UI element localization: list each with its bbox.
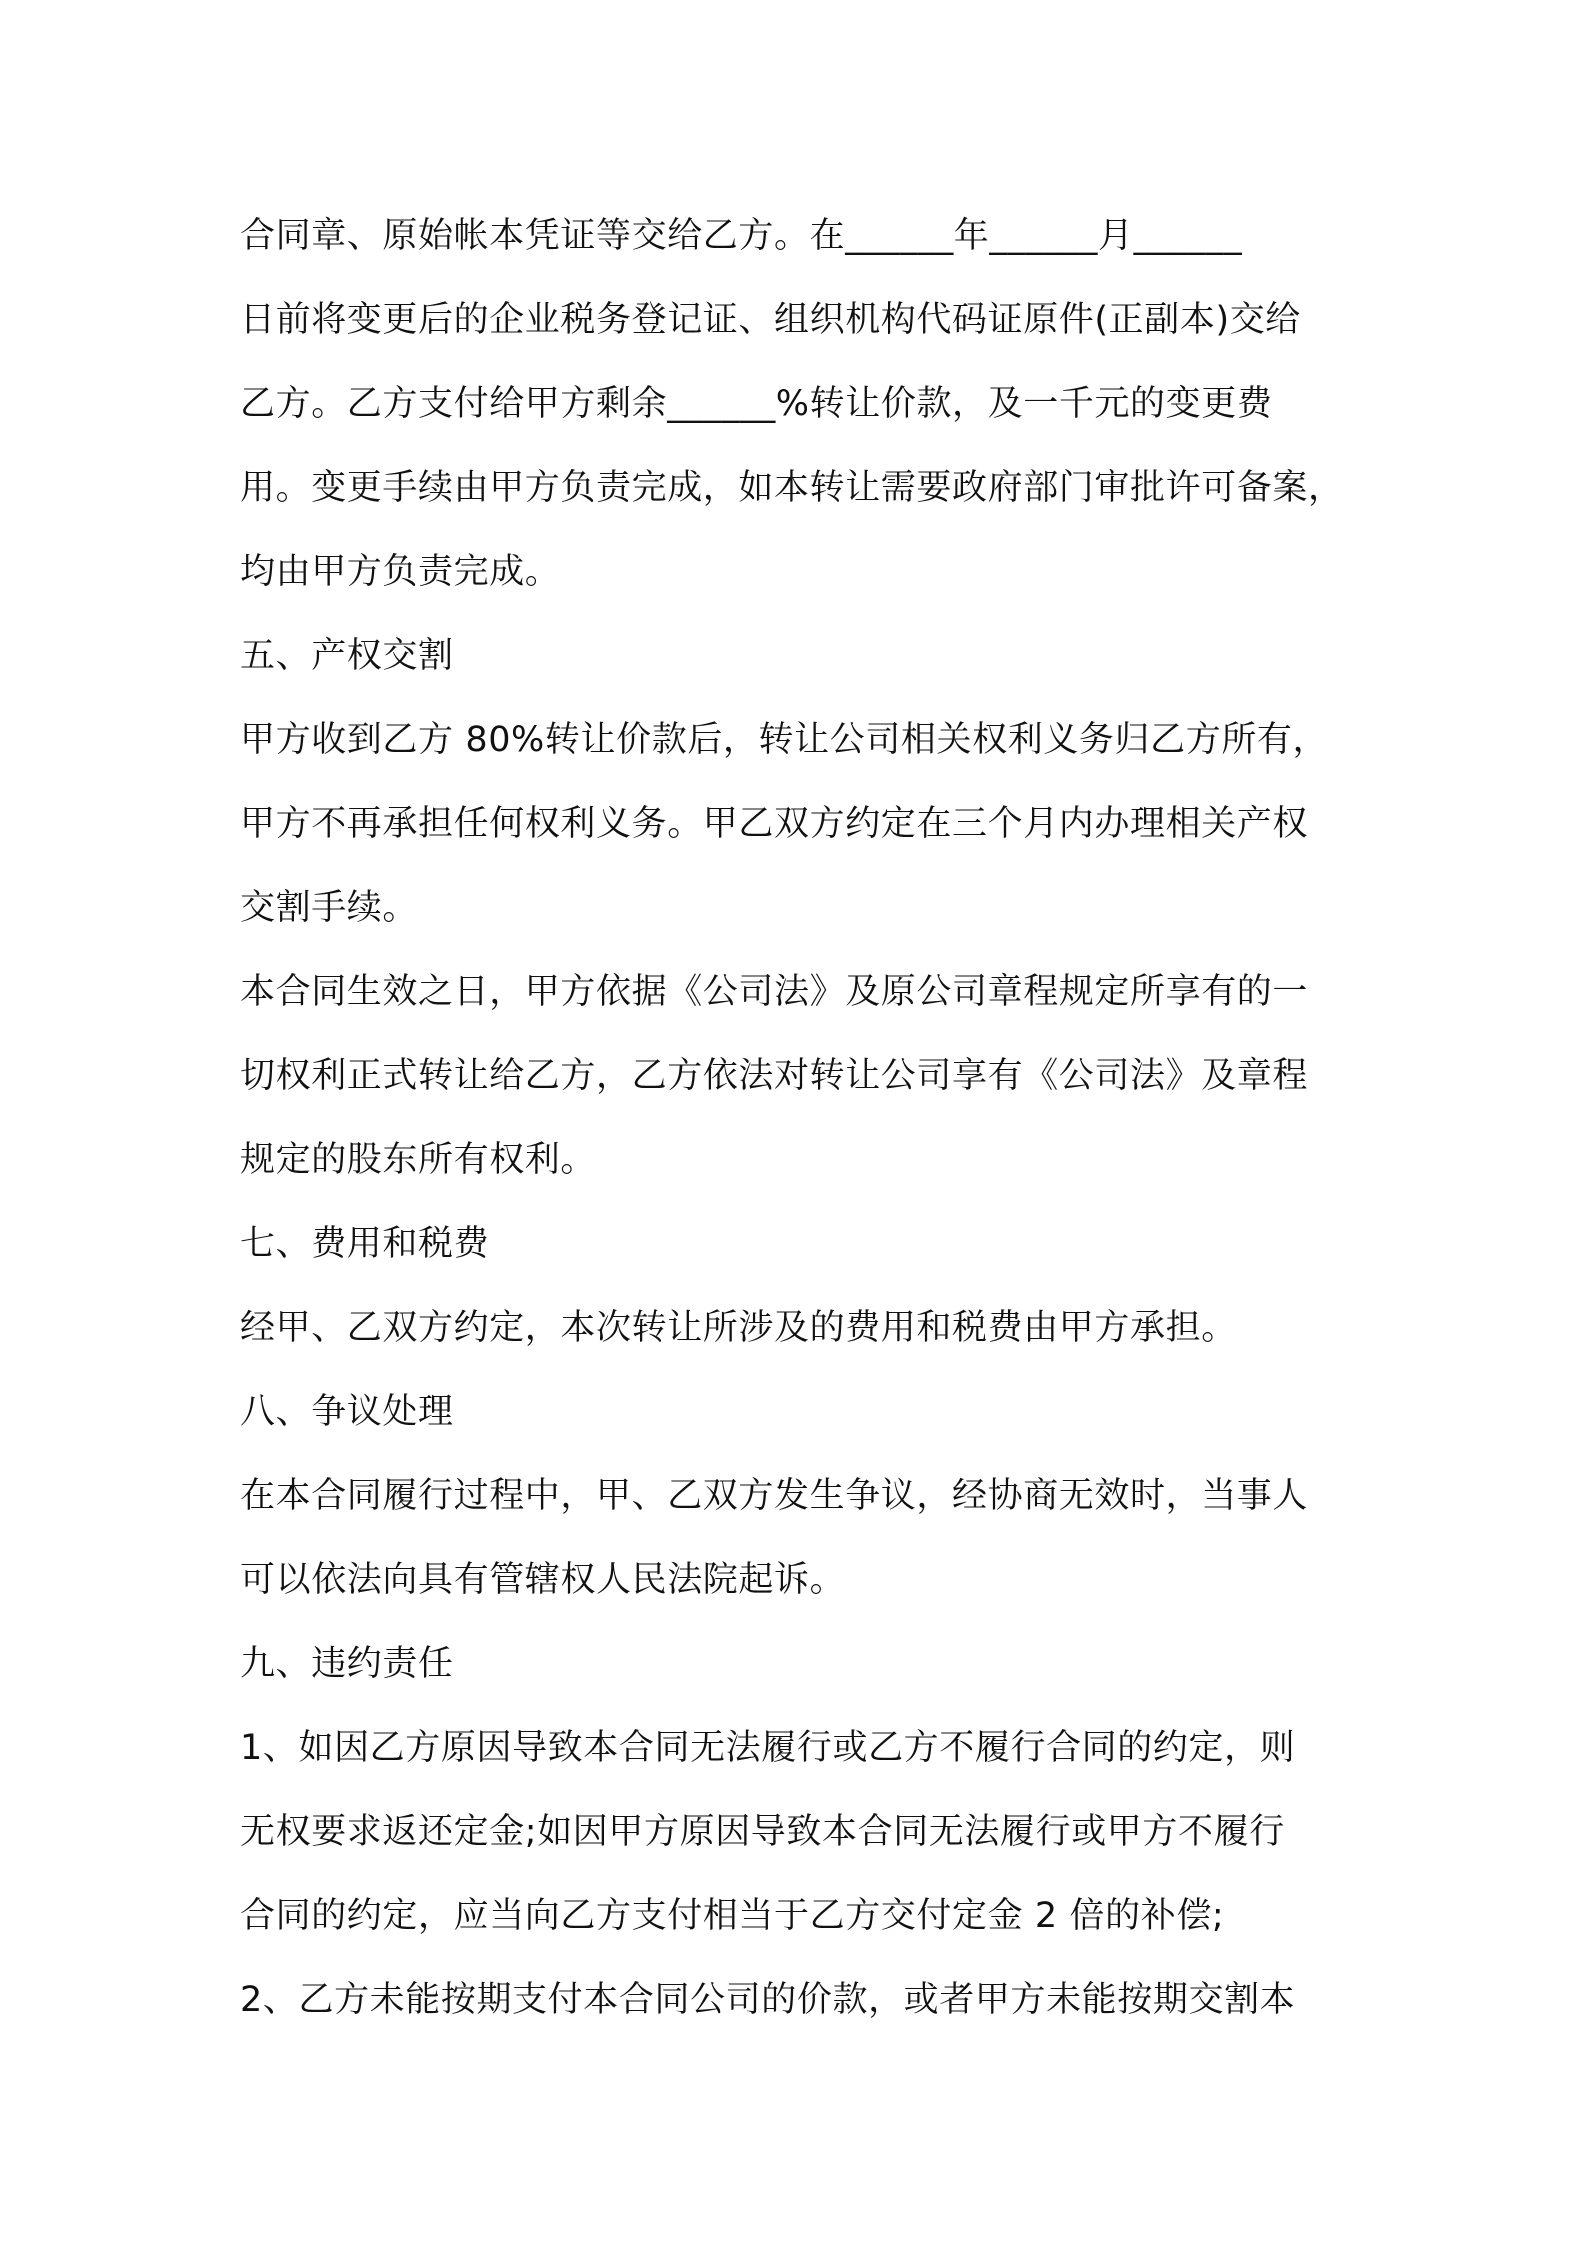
text-line: 乙方。乙方支付给甲方剩余______%转让价款，及一千元的变更费 xyxy=(240,384,1273,424)
text-line: 在本合同履行过程中，甲、乙双方发生争议，经协商无效时，当事人 xyxy=(240,1476,1309,1516)
text-line: 用。变更手续由甲方负责完成，如本转让需要政府部门审批许可备案， xyxy=(240,468,1344,508)
text-line: 无权要求返还定金;如因甲方原因导致本合同无法履行或甲方不履行 xyxy=(240,1812,1285,1852)
text-line: 规定的股东所有权利。 xyxy=(240,1140,597,1180)
section-heading: 九、违约责任 xyxy=(240,1644,454,1684)
text-line: 经甲、乙双方约定，本次转让所涉及的费用和税费由甲方承担。 xyxy=(240,1308,1237,1348)
text-line: 合同章、原始帐本凭证等交给乙方。在______年______月______ xyxy=(240,216,1243,256)
text-line: 甲方收到乙方 80%转让价款后，转让公司相关权利义务归乙方所有， xyxy=(240,720,1329,760)
text-line: 合同的约定，应当向乙方支付相当于乙方交付定金 2 倍的补偿; xyxy=(240,1896,1225,1936)
text-line: 均由甲方负责完成。 xyxy=(240,552,561,592)
text-line: 交割手续。 xyxy=(240,888,419,928)
section-heading: 五、产权交割 xyxy=(240,636,454,676)
document-body xyxy=(240,194,1350,2042)
text-line: 可以依法向具有管辖权人民法院起诉。 xyxy=(240,1560,846,1600)
text-line: 2、乙方未能按期支付本合同公司的价款，或者甲方未能按期交割本 xyxy=(240,1980,1296,2020)
text-line: 1、如因乙方原因导致本合同无法履行或乙方不履行合同的约定，则 xyxy=(240,1728,1296,1768)
text-line: 日前将变更后的企业税务登记证、组织机构代码证原件(正副本)交给 xyxy=(240,300,1301,340)
section-heading: 八、争议处理 xyxy=(240,1392,454,1432)
text-line: 甲方不再承担任何权利义务。甲乙双方约定在三个月内办理相关产权 xyxy=(240,804,1309,844)
text-line: 切权利正式转让给乙方，乙方依法对转让公司享有《公司法》及章程 xyxy=(240,1056,1309,1096)
section-heading: 七、费用和税费 xyxy=(240,1224,490,1264)
text-line: 本合同生效之日，甲方依据《公司法》及原公司章程规定所享有的一 xyxy=(240,972,1309,1012)
